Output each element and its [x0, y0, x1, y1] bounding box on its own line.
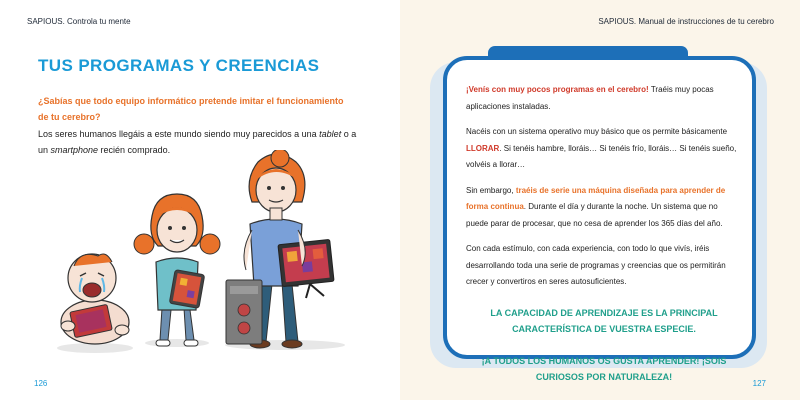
p3-highlight: traéis de serie una máquina diseñada para aprender de forma continua	[466, 185, 726, 211]
paragraph-4: Con cada estímulo, con cada experiencia, con todo lo que vivís, iréis desarrollando toda una serie de programas y creencias que os permitirán crecer y convertiros en seres autosuficientes.	[466, 244, 726, 286]
p3-text-1: Sin embargo,	[466, 185, 516, 195]
woman-figure	[226, 150, 334, 348]
screen-frame	[443, 56, 756, 382]
lead-question: ¿Sabías que todo equipo informático pretende imitar el funcionamiento de tu cerebro?	[38, 96, 344, 122]
intro-text-3: recién comprado.	[98, 145, 171, 155]
p2-text-1: Nacéis con un sistema operativo muy básico que os permite básicamente	[466, 127, 728, 136]
right-page-header: SAPIOUS. Manual de instrucciones de tu cerebro	[598, 17, 774, 26]
p2-text-2: . Si tenéis hambre, lloráis… Si tenéis frío, lloráis… Si tenéis sueño, volvéis a llorar…	[466, 143, 737, 169]
growth-illustration	[40, 150, 360, 360]
intro-text-1: Los seres humanos llegáis a este mundo siendo muy parecidos a una	[38, 129, 320, 139]
intro-text-2: o a un	[38, 129, 357, 155]
girl-shadow	[145, 339, 209, 347]
girl-tablet	[169, 270, 204, 309]
right-page-number: 127	[752, 379, 766, 388]
baby-figure	[61, 254, 129, 344]
paragraph-1	[466, 82, 742, 115]
intro-smartphone: smartphone	[50, 145, 99, 155]
left-page-header: SAPIOUS. Controla tu mente	[27, 17, 131, 26]
p1-highlight: ¡Venís con muy pocos programas en el cerebro!	[466, 85, 649, 94]
intro-tablet: tablet	[319, 129, 342, 139]
paragraph-2	[466, 124, 742, 174]
p2-highlight: LLORAR	[466, 143, 500, 153]
paragraph-3	[466, 183, 742, 233]
p1-text: Traéis muy pocas aplicaciones instaladas.	[466, 85, 714, 111]
p3-text-2: . Durante el día y durante la noche. Un sistema que no puede parar de procesar, que no cesa de aprender los 365 días del año.	[466, 202, 723, 228]
section-title: TUS PROGRAMAS Y CREENCIAS	[38, 56, 320, 75]
frame-content	[466, 82, 742, 394]
computer-tower	[226, 280, 262, 344]
callout-learning: LA CAPACIDAD DE APRENDIZAJE ES LA PRINCIPAL CARACTERÍSTICA DE VUESTRA ESPECIE.	[490, 307, 718, 334]
right-page	[400, 0, 800, 400]
left-page-number: 126	[34, 379, 48, 388]
girl-figure	[134, 194, 220, 346]
callout-curious: ¡A TODOS LOS HUMANOS OS GUSTA APRENDER! ¡SOIS CURIOSOS POR NATURALEZA!	[481, 355, 727, 382]
